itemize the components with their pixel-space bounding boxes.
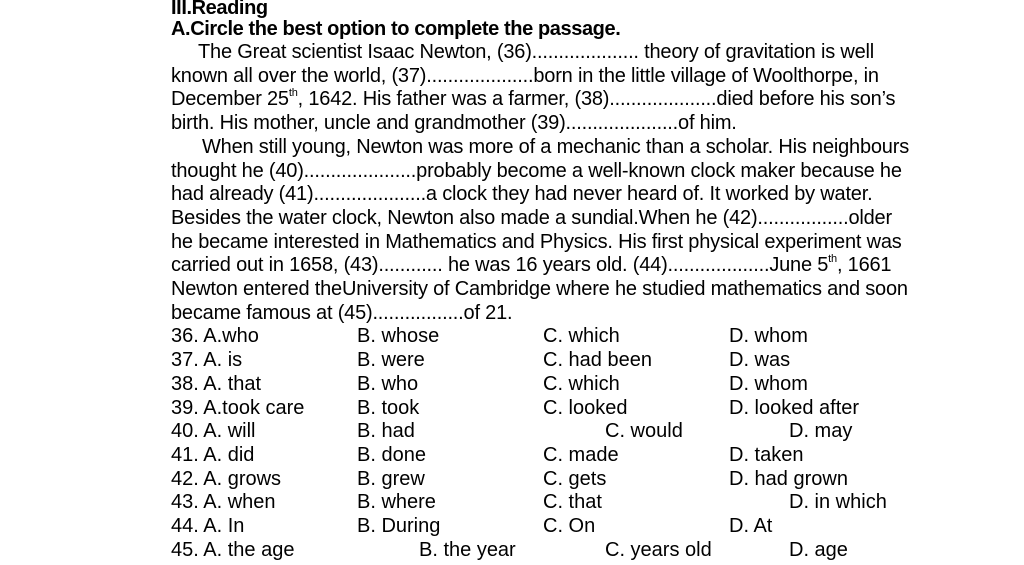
option-b[interactable]: B. done <box>357 443 426 466</box>
question-row-37 <box>171 349 971 373</box>
question-row-39 <box>171 397 971 421</box>
option-a[interactable]: 39. A.took care <box>171 396 305 419</box>
option-b[interactable]: B. whose <box>357 325 440 348</box>
option-d[interactable]: D. had grown <box>729 467 848 490</box>
option-b[interactable]: B. who <box>357 372 419 395</box>
passage-line: he became interested in Mathematics and Physics. His first physical experiment was <box>171 230 902 253</box>
passage-line: When still young, Newton was more of a mechanic than a scholar. His neighbours <box>202 135 909 158</box>
option-c[interactable]: C. had been <box>543 349 652 372</box>
passage <box>171 41 971 325</box>
option-c[interactable]: C. which <box>543 325 620 348</box>
option-b[interactable]: B. the year <box>419 538 516 561</box>
question-row-42 <box>171 468 971 492</box>
option-c[interactable]: C. years old <box>605 538 712 561</box>
passage-line: became famous at (45).................of 21. <box>171 301 513 324</box>
passage-line: December 25th, 1642. His father was a farmer, (38)....................died before his son’s <box>171 87 896 111</box>
option-d[interactable]: D. may <box>789 420 853 443</box>
option-a[interactable]: 36. A.who <box>171 325 259 348</box>
option-b[interactable]: B. took <box>357 396 420 419</box>
option-c[interactable]: C. made <box>543 443 619 466</box>
option-b[interactable]: B. During <box>357 514 441 537</box>
passage-line: Newton entered theUniversity of Cambridge where he studied mathematics and soon <box>171 278 908 301</box>
option-a[interactable]: 40. A. will <box>171 420 256 443</box>
option-d[interactable]: D. looked after <box>729 396 860 419</box>
option-a[interactable]: 42. A. grows <box>171 467 282 490</box>
section-title: III.Reading <box>171 0 268 19</box>
question-row-41 <box>171 444 971 468</box>
option-d[interactable]: D. whom <box>729 325 808 348</box>
option-c[interactable]: C. gets <box>543 467 607 490</box>
option-d[interactable]: D. At <box>729 514 773 537</box>
passage-line: had already (41).....................a clock they had never heard of. It worked by water. <box>171 183 873 206</box>
option-d[interactable]: D. in which <box>789 491 887 514</box>
instruction: A.Circle the best option to complete the passage. <box>171 18 621 40</box>
question-row-43 <box>171 491 971 515</box>
option-a[interactable]: 41. A. did <box>171 443 255 466</box>
question-row-38 <box>171 373 971 397</box>
passage-line: carried out in 1658, (43)............ he was 16 years old. (44)...................June 5th, 1661 <box>171 253 892 277</box>
option-d[interactable]: D. taken <box>729 443 804 466</box>
option-a[interactable]: 38. A. that <box>171 372 262 395</box>
reading-document <box>171 0 971 565</box>
passage-line: birth. His mother, uncle and grandmother (39).....................of him. <box>171 112 737 135</box>
answer-options <box>171 325 971 565</box>
option-a[interactable]: 43. A. when <box>171 491 276 514</box>
option-c[interactable]: C. looked <box>543 396 628 419</box>
option-a[interactable]: 44. A. In <box>171 514 245 537</box>
option-b[interactable]: B. where <box>357 491 436 514</box>
option-c[interactable]: C. that <box>543 491 602 514</box>
option-d[interactable]: D. whom <box>729 372 808 395</box>
option-d[interactable]: D. age <box>789 538 848 561</box>
question-row-36 <box>171 325 971 349</box>
question-row-44 <box>171 515 971 539</box>
question-row-40 <box>171 420 971 444</box>
option-d[interactable]: D. was <box>729 349 791 372</box>
option-a[interactable]: 37. A. is <box>171 349 243 372</box>
option-c[interactable]: C. On <box>543 514 596 537</box>
passage-line: Besides the water clock, Newton also made a sundial.When he (42).................older <box>171 206 892 229</box>
option-b[interactable]: B. had <box>357 420 415 443</box>
option-b[interactable]: B. grew <box>357 467 425 490</box>
option-c[interactable]: C. would <box>605 420 683 443</box>
option-a[interactable]: 45. A. the age <box>171 538 295 561</box>
question-row-45 <box>171 539 971 563</box>
passage-line: The Great scientist Isaac Newton, (36).................... theory of gravitation is well <box>198 41 875 63</box>
passage-line: known all over the world, (37)....................born in the little village of Woolthorpe, in <box>171 64 879 87</box>
option-b[interactable]: B. were <box>357 349 425 372</box>
option-c[interactable]: C. which <box>543 372 620 395</box>
passage-line: thought he (40).....................probably become a well-known clock maker because he <box>171 159 902 182</box>
